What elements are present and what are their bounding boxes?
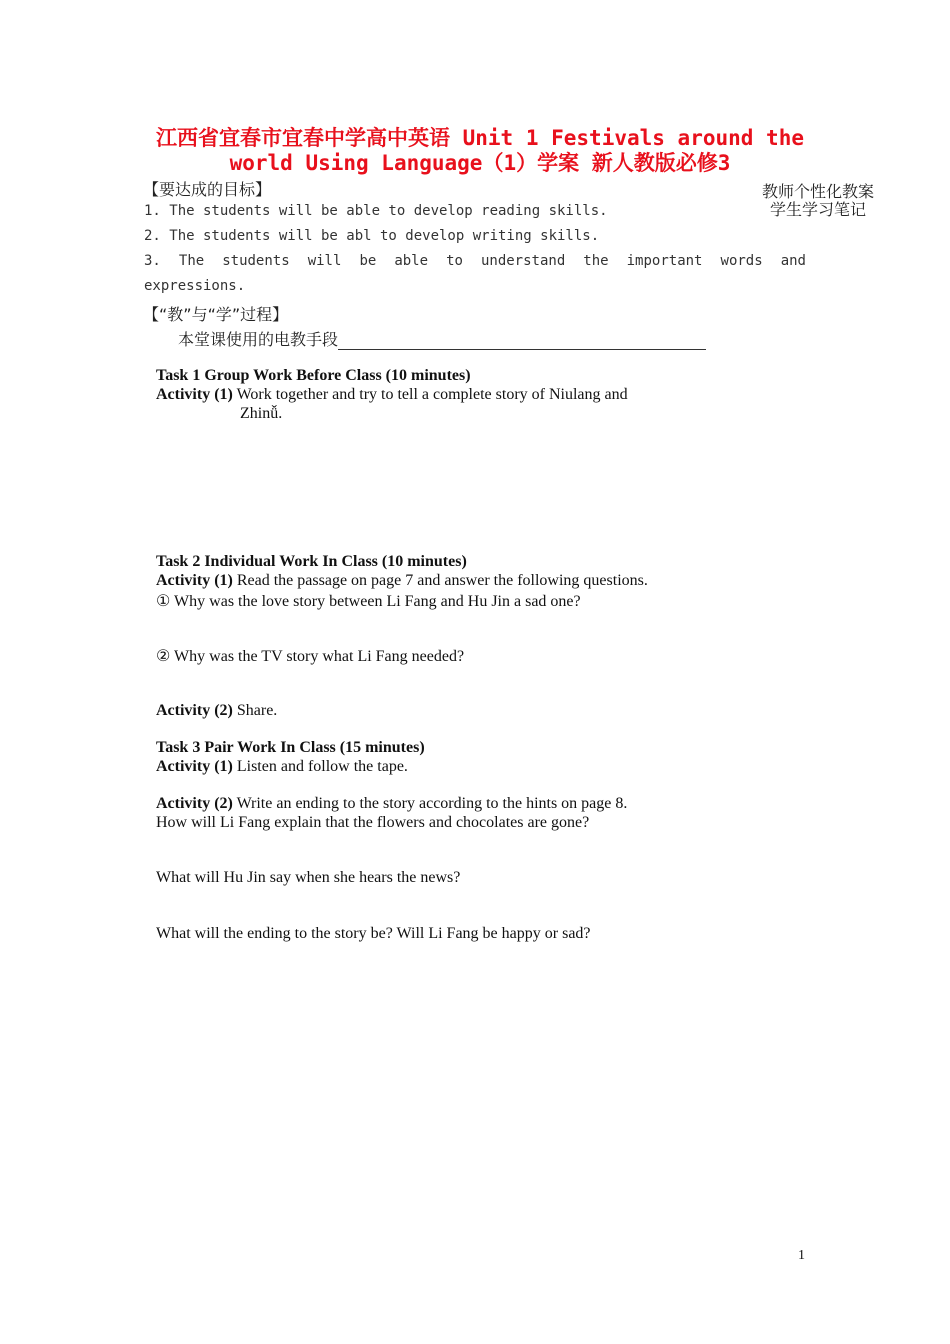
- task2-question-1: ① Why was the love story between Li Fang and Hu Jin a sad one?: [156, 593, 581, 610]
- goals-heading: 【要达成的目标】: [143, 180, 272, 199]
- task2-activity1: [156, 572, 648, 590]
- goal-item-3-word: be: [359, 253, 377, 269]
- task3-activity2-text: Write an ending to the story according to the hints on page 8.: [232, 795, 628, 812]
- task1-activity1-label: Activity (1): [156, 386, 233, 403]
- task3-activity1: [156, 758, 408, 776]
- goal-item-3-word: The: [178, 253, 205, 269]
- goal-item-3-word: 3.: [144, 253, 161, 269]
- media-line: [178, 327, 706, 350]
- goal-item-3-word: understand: [480, 253, 566, 269]
- task2-question-2: ② Why was the TV story what Li Fang needed?: [156, 648, 465, 665]
- task2-title: Task 2 Individual Work In Class (10 minutes): [156, 553, 467, 570]
- media-blank-line: [338, 332, 706, 350]
- process-heading: 【“教”与“学”过程】: [143, 305, 289, 324]
- task3-activity1-label: Activity (1): [156, 758, 233, 775]
- task3-title: Task 3 Pair Work In Class (15 minutes): [156, 739, 425, 756]
- sidebar-student-note: 学生学习笔记: [769, 200, 866, 219]
- goal-item-3-continued: expressions.: [144, 278, 246, 294]
- task3-question-1: How will Li Fang explain that the flowers and chocolates are gone?: [156, 814, 590, 831]
- goal-item-3-word: will: [307, 253, 342, 269]
- goal-item-3-word: words: [720, 253, 763, 269]
- task3-activity1-text: Listen and follow the tape.: [232, 758, 408, 775]
- goal-item-2: 2. The students will be abl to develop writing skills.: [144, 228, 600, 244]
- goal-item-3-word: and: [780, 253, 806, 269]
- task3-activity2-label: Activity (2): [156, 795, 233, 812]
- task2-activity2-text: Share.: [232, 702, 278, 719]
- task3-activity2: [156, 795, 627, 813]
- doc-title-line-2: world Using Language（1）学案 新人教版必修3: [229, 151, 731, 175]
- goal-item-3: [144, 253, 806, 269]
- task1-title: Task 1 Group Work Before Class (10 minutes): [156, 367, 471, 384]
- page-number: 1: [798, 1248, 805, 1263]
- task1-activity1: [156, 386, 628, 404]
- media-label: 本堂课使用的电教手段: [178, 330, 339, 349]
- task2-activity2-label: Activity (2): [156, 702, 233, 719]
- goal-item-3-word: students: [222, 253, 290, 269]
- task1-activity1-continued: Zhinǚ.: [240, 405, 283, 422]
- task1-activity1-text: Work together and try to tell a complete story of Niulang and: [232, 386, 628, 403]
- task2-activity1-label: Activity (1): [156, 572, 233, 589]
- goal-item-1: 1. The students will be able to develop reading skills.: [144, 203, 608, 219]
- task3-question-2: What will Hu Jin say when she hears the news?: [156, 869, 461, 886]
- task2-activity2: [156, 702, 277, 720]
- goal-item-3-word: important: [626, 253, 703, 269]
- goal-item-3-word: able: [394, 253, 429, 269]
- goal-item-3-word: to: [446, 253, 463, 269]
- task2-activity1-text: Read the passage on page 7 and answer the following questions.: [232, 572, 648, 589]
- goal-item-3-word: the: [583, 253, 609, 269]
- task3-question-3: What will the ending to the story be? Will Li Fang be happy or sad?: [156, 925, 591, 942]
- doc-title-line-1: 江西省宜春市宜春中学高中英语 Unit 1 Festivals around the: [155, 126, 804, 150]
- sidebar-teacher-note: 教师个性化教案: [761, 182, 874, 201]
